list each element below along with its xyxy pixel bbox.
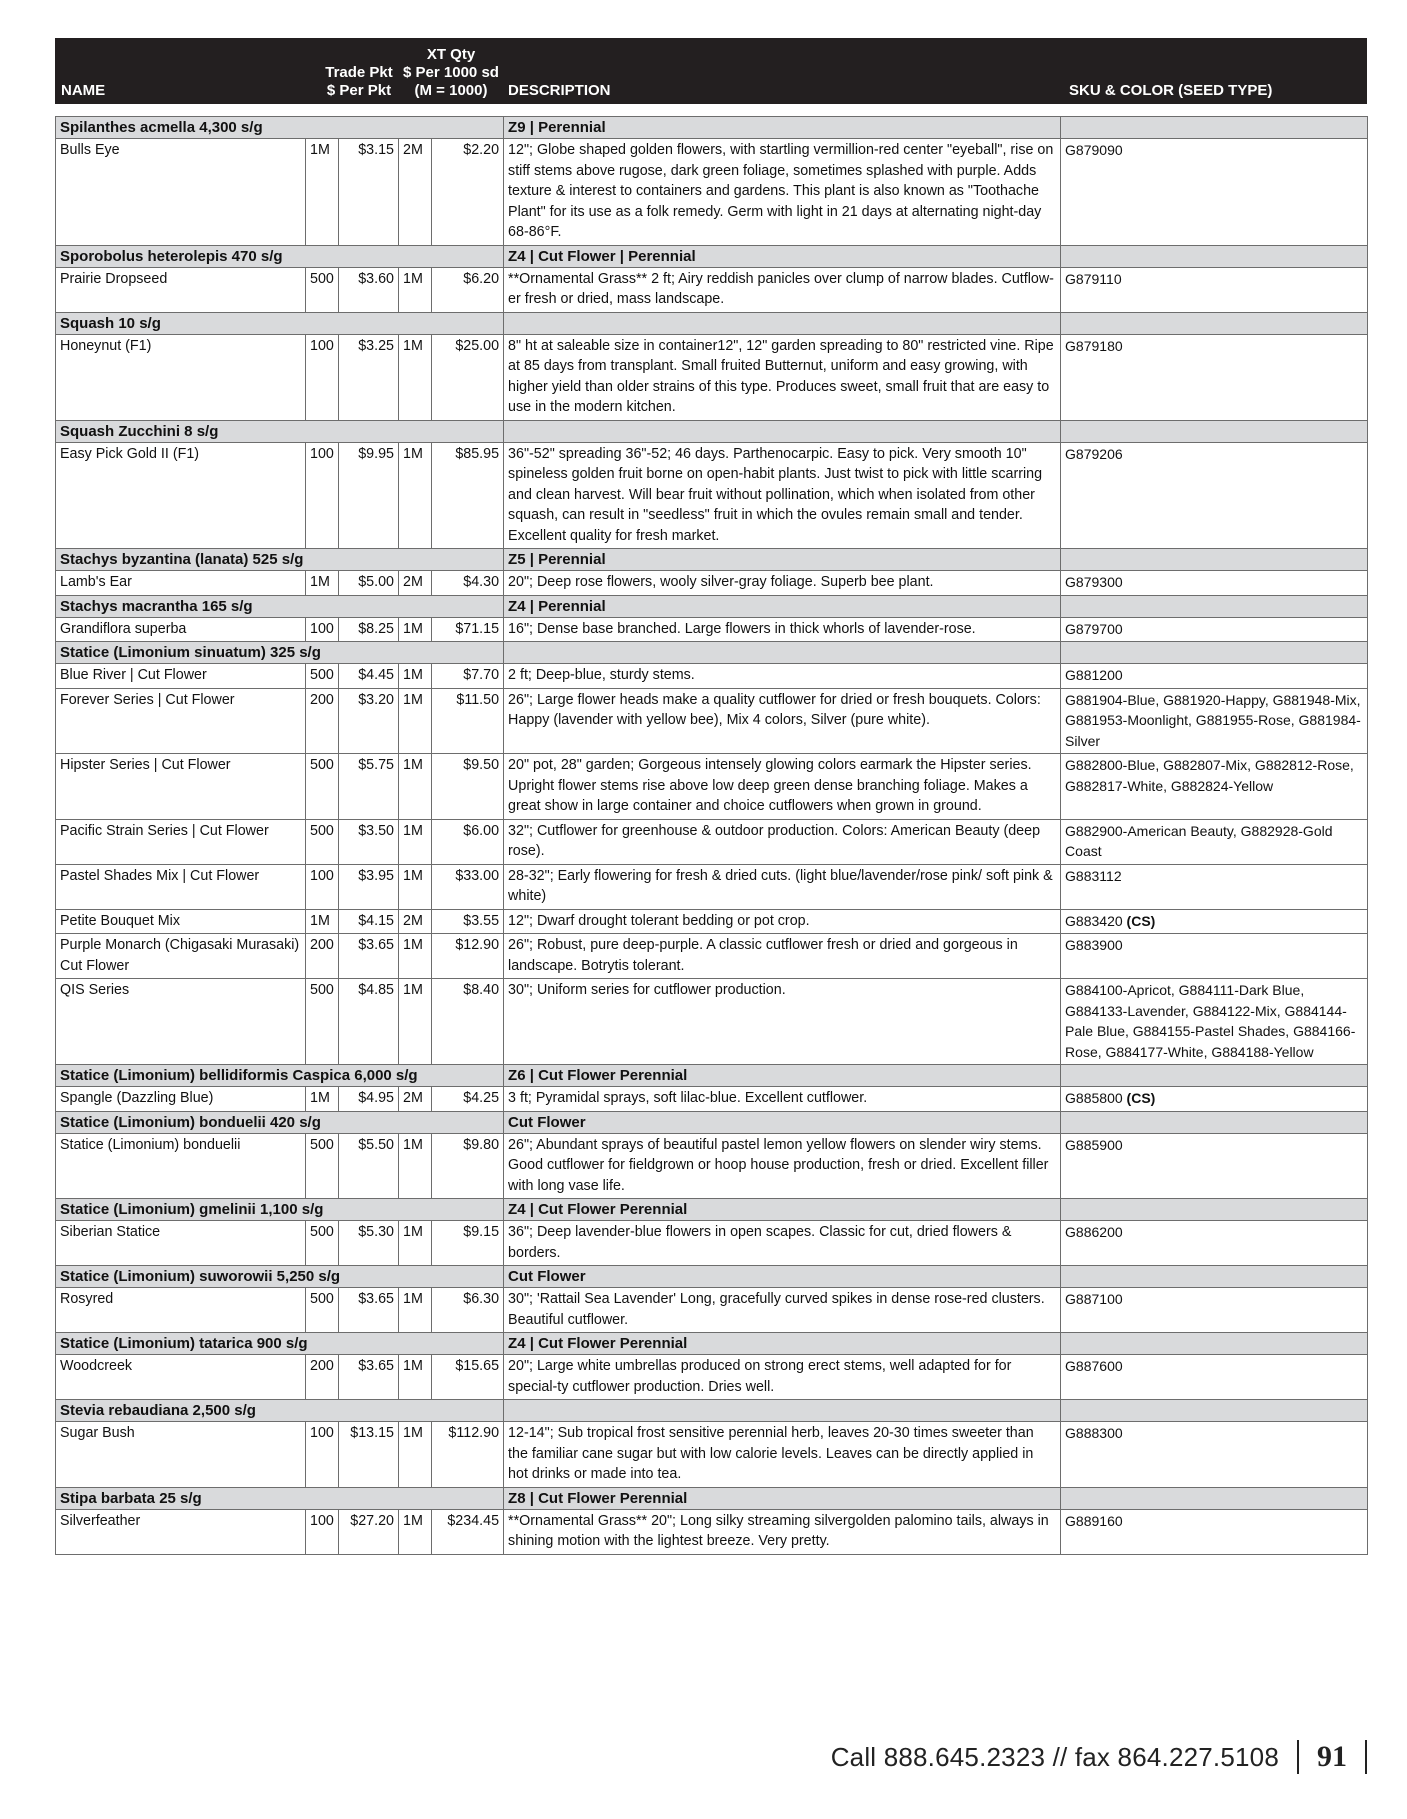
item-sku: G885900 — [1065, 1136, 1123, 1153]
item-sku: G879090 — [1065, 142, 1123, 158]
item-sku-cell — [1061, 979, 1368, 1065]
trade-qty: 500 — [306, 267, 339, 312]
item-name: Sugar Bush — [56, 1422, 306, 1488]
table-row — [56, 754, 1368, 820]
table-row — [56, 979, 1368, 1065]
trade-qty: 100 — [306, 617, 339, 642]
group-name: Statice (Limonium) tatarica 900 s/g — [56, 1333, 504, 1355]
group-tag: Z5 | Perennial — [504, 549, 1061, 571]
xt-qty: 2M — [399, 1087, 432, 1112]
xt-qty: 1M — [399, 1355, 432, 1400]
trade-price: $5.30 — [339, 1221, 399, 1266]
header-xt-m-label: (M = 1000) — [414, 82, 488, 99]
trade-price: $4.95 — [339, 1087, 399, 1112]
item-description: 20"; Large white umbrellas produced on strong erect stems, well adapted for for special-ty cutflower production. Dries well. — [504, 1355, 1061, 1400]
xt-price: $11.50 — [432, 688, 504, 754]
xt-qty: 1M — [399, 819, 432, 864]
group-sku-blank — [1061, 642, 1368, 664]
item-sku: G879180 — [1065, 337, 1123, 354]
group-sku-blank — [1061, 1333, 1368, 1355]
item-sku: G887600 — [1065, 1358, 1123, 1374]
header-trade-pkt-label: Trade Pkt — [325, 64, 393, 81]
xt-qty: 1M — [399, 1221, 432, 1266]
trade-price: $9.95 — [339, 442, 399, 549]
group-name: Spilanthes acmella 4,300 s/g — [56, 117, 504, 139]
item-sku: G879700 — [1065, 620, 1123, 637]
xt-price: $25.00 — [432, 334, 504, 420]
trade-qty: 100 — [306, 1422, 339, 1488]
page-number: 91 — [1317, 1740, 1347, 1773]
item-sku: G879110 — [1065, 270, 1122, 287]
item-description: 30"; Uniform series for cutflower production. — [504, 979, 1061, 1065]
group-sku-blank — [1061, 595, 1368, 617]
item-name: QIS Series — [56, 979, 306, 1065]
item-sku: G883420 — [1065, 912, 1123, 929]
item-sku-cell — [1061, 664, 1368, 689]
xt-qty: 2M — [399, 571, 432, 596]
trade-qty: 1M — [306, 571, 339, 596]
group-row — [56, 1266, 1368, 1288]
item-sku-cell — [1061, 1288, 1368, 1333]
group-row — [56, 312, 1368, 334]
trade-qty: 1M — [306, 139, 339, 246]
xt-qty: 1M — [399, 617, 432, 642]
group-sku-blank — [1061, 1400, 1368, 1422]
table-row — [56, 1288, 1368, 1333]
group-row — [56, 1333, 1368, 1355]
group-tag: Z4 | Cut Flower | Perennial — [504, 245, 1061, 267]
item-sku-cell — [1061, 754, 1368, 820]
group-sku-blank — [1061, 1199, 1368, 1221]
group-row — [56, 549, 1368, 571]
item-description: **Ornamental Grass** 20"; Long silky streaming silvergolden palomino tails, always in shining motion with the lightest breeze. Very pretty. — [504, 1509, 1061, 1554]
seed-table — [55, 116, 1368, 1555]
group-sku-blank — [1061, 420, 1368, 442]
group-tag — [504, 642, 1061, 664]
group-sku-blank — [1061, 245, 1368, 267]
item-sku: G889160 — [1065, 1512, 1123, 1529]
item-name: Pacific Strain Series | Cut Flower — [56, 819, 306, 864]
item-description: 32"; Cutflower for greenhouse & outdoor production. Colors: American Beauty (deep rose). — [504, 819, 1061, 864]
xt-price: $4.25 — [432, 1087, 504, 1112]
catalog-page — [55, 38, 1367, 1555]
group-sku-blank — [1061, 1065, 1368, 1087]
item-description: 26"; Abundant sprays of beautiful pastel lemon yellow flowers on slender wiry stems. Good cutflower for fieldgrown or hoop house production, fresh or dried. Excellent filler with long vase life. — [504, 1133, 1061, 1199]
item-sku-cell — [1061, 688, 1368, 754]
xt-qty: 1M — [399, 754, 432, 820]
trade-price: $3.65 — [339, 1355, 399, 1400]
table-row — [56, 442, 1368, 549]
xt-qty: 1M — [399, 934, 432, 979]
group-tag: Cut Flower — [504, 1266, 1061, 1288]
item-name: Spangle (Dazzling Blue) — [56, 1087, 306, 1112]
item-description: 36"-52" spreading 36"-52; 46 days. Parthenocarpic. Easy to pick. Very smooth 10" spineless golden fruit borne on open-habit plants. Just twist to pick with little scarring and clean harvest. Will bear fruit without pollination, which when isolated from other squash, can result in "seedless" fruit in which the ovules remain small and tender. Excellent quality for fresh market. — [504, 442, 1061, 549]
xt-price: $9.50 — [432, 754, 504, 820]
table-row — [56, 139, 1368, 246]
item-description: 20" pot, 28" garden; Gorgeous intensely glowing colors earmark the Hipster series. Upright flower stems rise above low deep green dense branching foliage. Makes a great show in large container and choice cutflowers when grown in ground. — [504, 754, 1061, 820]
item-name: Purple Monarch (Chigasaki Murasaki) Cut Flower — [56, 934, 306, 979]
trade-price: $5.50 — [339, 1133, 399, 1199]
trade-qty: 500 — [306, 664, 339, 689]
item-name: Pastel Shades Mix | Cut Flower — [56, 864, 306, 909]
item-sku-cell — [1061, 442, 1368, 549]
xt-price: $112.90 — [432, 1422, 504, 1488]
item-description: 26"; Robust, pure deep-purple. A classic cutflower fresh or dried and gorgeous in landscape. Botrytis tolerant. — [504, 934, 1061, 979]
table-header — [55, 38, 1367, 104]
trade-qty: 500 — [306, 979, 339, 1065]
item-name: Siberian Statice — [56, 1221, 306, 1266]
item-sku: G882800-Blue, G882807-Mix, G882812-Rose, G882817-White, G882824-Yellow — [1065, 757, 1354, 794]
group-tag — [504, 1400, 1061, 1422]
item-description: **Ornamental Grass** 2 ft; Airy reddish panicles over clump of narrow blades. Cutflow-er fresh or dried, mass landscape. — [504, 267, 1061, 312]
header-name: NAME — [61, 82, 106, 99]
item-description: 36"; Deep lavender-blue flowers in open scapes. Classic for cut, dried flowers & borders. — [504, 1221, 1061, 1266]
xt-price: $6.30 — [432, 1288, 504, 1333]
xt-price: $85.95 — [432, 442, 504, 549]
item-name: Grandiflora superba — [56, 617, 306, 642]
item-sku: G881904-Blue, G881920-Happy, G881948-Mix, G881953-Moonlight, G881955-Rose, G881984-Silver — [1065, 691, 1361, 749]
item-description: 30"; 'Rattail Sea Lavender' Long, gracefully curved spikes in dense rose-red clusters. Beautiful cutflower. — [504, 1288, 1061, 1333]
group-sku-blank — [1061, 117, 1368, 139]
xt-price: $15.65 — [432, 1355, 504, 1400]
item-sku: G888300 — [1065, 1425, 1123, 1441]
xt-qty: 1M — [399, 979, 432, 1065]
group-row — [56, 117, 1368, 139]
table-row — [56, 909, 1368, 934]
trade-price: $3.25 — [339, 334, 399, 420]
xt-qty: 2M — [399, 909, 432, 934]
trade-price: $4.15 — [339, 909, 399, 934]
xt-qty: 1M — [399, 1133, 432, 1199]
table-row — [56, 1221, 1368, 1266]
item-name: Statice (Limonium) bonduelii — [56, 1133, 306, 1199]
trade-price: $5.75 — [339, 754, 399, 820]
item-name: Silverfeather — [56, 1509, 306, 1554]
table-row — [56, 267, 1368, 312]
table-row — [56, 1355, 1368, 1400]
xt-qty: 2M — [399, 139, 432, 246]
item-description: 16"; Dense base branched. Large flowers in thick whorls of lavender-rose. — [504, 617, 1061, 642]
group-row — [56, 1111, 1368, 1133]
xt-qty: 1M — [399, 1288, 432, 1333]
xt-qty: 1M — [399, 334, 432, 420]
group-row — [56, 642, 1368, 664]
header-xt-qty — [402, 46, 500, 100]
table-row — [56, 664, 1368, 689]
item-sku: G887100 — [1065, 1291, 1123, 1307]
group-name: Squash Zucchini 8 s/g — [56, 420, 504, 442]
header-description: DESCRIPTION — [508, 82, 611, 99]
group-name: Statice (Limonium sinuatum) 325 s/g — [56, 642, 504, 664]
trade-price: $13.15 — [339, 1422, 399, 1488]
trade-price: $27.20 — [339, 1509, 399, 1554]
item-description: 3 ft; Pyramidal sprays, soft lilac-blue. Excellent cutflower. — [504, 1087, 1061, 1112]
trade-qty: 1M — [306, 1087, 339, 1112]
item-sku-cell — [1061, 267, 1368, 312]
group-row — [56, 1065, 1368, 1087]
item-sku-cell — [1061, 1087, 1368, 1112]
item-name: Rosyred — [56, 1288, 306, 1333]
trade-qty: 200 — [306, 934, 339, 979]
header-xt-per-label: $ Per 1000 sd — [403, 64, 499, 81]
trade-price: $3.20 — [339, 688, 399, 754]
xt-price: $71.15 — [432, 617, 504, 642]
trade-price: $8.25 — [339, 617, 399, 642]
group-name: Squash 10 s/g — [56, 312, 504, 334]
item-sku: G883900 — [1065, 937, 1123, 953]
item-sku-cell — [1061, 1509, 1368, 1554]
item-description: 12"; Globe shaped golden flowers, with startling vermillion-red center "eyeball", rise on stiff stems above rugose, dark green foliage, sometimes splashed with purple. Adds texture & interest to containers and gardens. This plant is also known as "Toothache Plant" for its use as a folk remedy. Germ with light in 21 days at alternating night-day 68-86°F. — [504, 139, 1061, 246]
item-sku: G885800 — [1065, 1090, 1123, 1106]
trade-price: $3.65 — [339, 1288, 399, 1333]
xt-price: $2.20 — [432, 139, 504, 246]
trade-qty: 100 — [306, 1509, 339, 1554]
trade-qty: 100 — [306, 442, 339, 549]
xt-qty: 1M — [399, 688, 432, 754]
xt-price: $33.00 — [432, 864, 504, 909]
trade-qty: 500 — [306, 1288, 339, 1333]
item-sku-cell — [1061, 864, 1368, 909]
group-tag: Z4 | Cut Flower Perennial — [504, 1199, 1061, 1221]
seed-type-badge: (CS) — [1126, 912, 1156, 929]
item-name: Easy Pick Gold II (F1) — [56, 442, 306, 549]
group-row — [56, 1400, 1368, 1422]
item-description: 12"; Dwarf drought tolerant bedding or pot crop. — [504, 909, 1061, 934]
item-name: Forever Series | Cut Flower — [56, 688, 306, 754]
group-name: Sporobolus heterolepis 470 s/g — [56, 245, 504, 267]
xt-qty: 1M — [399, 442, 432, 549]
trade-qty: 500 — [306, 1133, 339, 1199]
group-name: Stachys byzantina (lanata) 525 s/g — [56, 549, 504, 571]
item-sku-cell — [1061, 909, 1368, 934]
group-sku-blank — [1061, 1111, 1368, 1133]
table-row — [56, 1509, 1368, 1554]
item-description: 2 ft; Deep-blue, sturdy stems. — [504, 664, 1061, 689]
table-row — [56, 864, 1368, 909]
footer-divider — [1297, 1740, 1299, 1774]
item-name: Prairie Dropseed — [56, 267, 306, 312]
trade-qty: 200 — [306, 688, 339, 754]
group-sku-blank — [1061, 549, 1368, 571]
item-sku-cell — [1061, 617, 1368, 642]
table-row — [56, 1422, 1368, 1488]
trade-price: $3.95 — [339, 864, 399, 909]
item-name: Bulls Eye — [56, 139, 306, 246]
trade-price: $3.60 — [339, 267, 399, 312]
group-name: Statice (Limonium) bonduelii 420 s/g — [56, 1111, 504, 1133]
xt-price: $6.20 — [432, 267, 504, 312]
trade-qty: 500 — [306, 754, 339, 820]
trade-price: $3.50 — [339, 819, 399, 864]
table-row — [56, 934, 1368, 979]
item-sku: G879300 — [1065, 574, 1123, 590]
header-trade-per-label: $ Per Pkt — [326, 82, 392, 99]
group-tag: Z8 | Cut Flower Perennial — [504, 1487, 1061, 1509]
group-tag: Z9 | Perennial — [504, 117, 1061, 139]
group-tag: Z4 | Cut Flower Perennial — [504, 1333, 1061, 1355]
trade-qty: 100 — [306, 334, 339, 420]
item-sku: G884100-Apricot, G884111-Dark Blue, G884133-Lavender, G884122-Mix, G884144-Pale Blue, G884155-Pastel Shades, G884166-Rose, G884177-White, G884188-Yellow — [1065, 982, 1356, 1060]
item-sku: G886200 — [1065, 1224, 1123, 1240]
xt-price: $8.40 — [432, 979, 504, 1065]
group-tag — [504, 420, 1061, 442]
trade-qty: 200 — [306, 1355, 339, 1400]
item-sku: G882900-American Beauty, G882928-Gold Coast — [1065, 822, 1333, 859]
page-footer — [831, 1740, 1367, 1774]
group-name: Stachys macrantha 165 s/g — [56, 595, 504, 617]
table-row — [56, 819, 1368, 864]
group-sku-blank — [1061, 312, 1368, 334]
trade-price: $4.85 — [339, 979, 399, 1065]
group-tag: Z6 | Cut Flower Perennial — [504, 1065, 1061, 1087]
group-name: Statice (Limonium) suworowii 5,250 s/g — [56, 1266, 504, 1288]
group-name: Stipa barbata 25 s/g — [56, 1487, 504, 1509]
item-sku-cell — [1061, 1221, 1368, 1266]
group-row — [56, 1487, 1368, 1509]
trade-price: $3.15 — [339, 139, 399, 246]
item-sku-cell — [1061, 934, 1368, 979]
item-name: Petite Bouquet Mix — [56, 909, 306, 934]
item-description: 26"; Large flower heads make a quality cutflower for dried or fresh bouquets. Colors: Happy (lavender with yellow bee), Mix 4 colors, Silver (pure white). — [504, 688, 1061, 754]
trade-qty: 500 — [306, 1221, 339, 1266]
header-sku: SKU & COLOR (SEED TYPE) — [1069, 82, 1273, 99]
xt-price: $12.90 — [432, 934, 504, 979]
xt-price: $9.15 — [432, 1221, 504, 1266]
group-sku-blank — [1061, 1487, 1368, 1509]
footer-contact: Call 888.645.2323 // fax 864.227.5108 — [830, 1741, 1279, 1772]
item-sku: G881200 — [1065, 667, 1123, 683]
item-sku-cell — [1061, 334, 1368, 420]
trade-qty: 500 — [306, 819, 339, 864]
xt-price: $6.00 — [432, 819, 504, 864]
xt-qty: 1M — [399, 1509, 432, 1554]
item-name: Lamb's Ear — [56, 571, 306, 596]
item-description: 12-14"; Sub tropical frost sensitive perennial herb, leaves 20-30 times sweeter than the familiar cane sugar but with low calorie levels. Leaves can be directly applied in hot drinks or made into tea. — [504, 1422, 1061, 1488]
table-row — [56, 688, 1368, 754]
item-sku-cell — [1061, 139, 1368, 246]
seed-table-body — [56, 117, 1368, 1555]
item-description: 20"; Deep rose flowers, wooly silver-gray foliage. Superb bee plant. — [504, 571, 1061, 596]
table-row — [56, 617, 1368, 642]
xt-price: $3.55 — [432, 909, 504, 934]
item-sku-cell — [1061, 1422, 1368, 1488]
item-name: Woodcreek — [56, 1355, 306, 1400]
trade-price: $3.65 — [339, 934, 399, 979]
item-name: Hipster Series | Cut Flower — [56, 754, 306, 820]
header-xt-qty-label: XT Qty — [426, 46, 476, 63]
trade-qty: 100 — [306, 864, 339, 909]
xt-price: $234.45 — [432, 1509, 504, 1554]
xt-qty: 1M — [399, 1422, 432, 1488]
group-row — [56, 1199, 1368, 1221]
xt-qty: 1M — [399, 267, 432, 312]
group-row — [56, 595, 1368, 617]
group-name: Stevia rebaudiana 2,500 s/g — [56, 1400, 504, 1422]
group-tag: Z4 | Perennial — [504, 595, 1061, 617]
item-name: Honeynut (F1) — [56, 334, 306, 420]
item-name: Blue River | Cut Flower — [56, 664, 306, 689]
table-row — [56, 1087, 1368, 1112]
group-row — [56, 245, 1368, 267]
trade-price: $5.00 — [339, 571, 399, 596]
item-description: 8" ht at saleable size in container12", 12" garden spreading to 80" restricted vine. Ripe at 85 days from transplant. Small fruited Butternut, uniform and easy growing, with higher yield than older strains of this type. Produces sweet, small fruit that are easy to use in the modern kitchen. — [504, 334, 1061, 420]
xt-qty: 1M — [399, 664, 432, 689]
item-sku-cell — [1061, 819, 1368, 864]
item-sku: G879206 — [1065, 445, 1123, 462]
footer-divider-right — [1365, 1740, 1367, 1774]
xt-qty: 1M — [399, 864, 432, 909]
item-sku: G883112 — [1065, 867, 1122, 884]
group-name: Statice (Limonium) bellidiformis Caspica 6,000 s/g — [56, 1065, 504, 1087]
table-row — [56, 571, 1368, 596]
trade-qty: 1M — [306, 909, 339, 934]
table-row — [56, 334, 1368, 420]
xt-price: $7.70 — [432, 664, 504, 689]
group-tag — [504, 312, 1061, 334]
item-description: 28-32"; Early flowering for fresh & dried cuts. (light blue/lavender/rose pink/ soft pink & white) — [504, 864, 1061, 909]
item-sku-cell — [1061, 1355, 1368, 1400]
xt-price: $4.30 — [432, 571, 504, 596]
group-row — [56, 420, 1368, 442]
group-sku-blank — [1061, 1266, 1368, 1288]
item-sku-cell — [1061, 571, 1368, 596]
trade-price: $4.45 — [339, 664, 399, 689]
seed-type-badge: (CS) — [1126, 1090, 1156, 1106]
header-trade-pkt — [319, 64, 399, 100]
group-name: Statice (Limonium) gmelinii 1,100 s/g — [56, 1199, 504, 1221]
group-tag: Cut Flower — [504, 1111, 1061, 1133]
item-sku-cell — [1061, 1133, 1368, 1199]
xt-price: $9.80 — [432, 1133, 504, 1199]
table-row — [56, 1133, 1368, 1199]
